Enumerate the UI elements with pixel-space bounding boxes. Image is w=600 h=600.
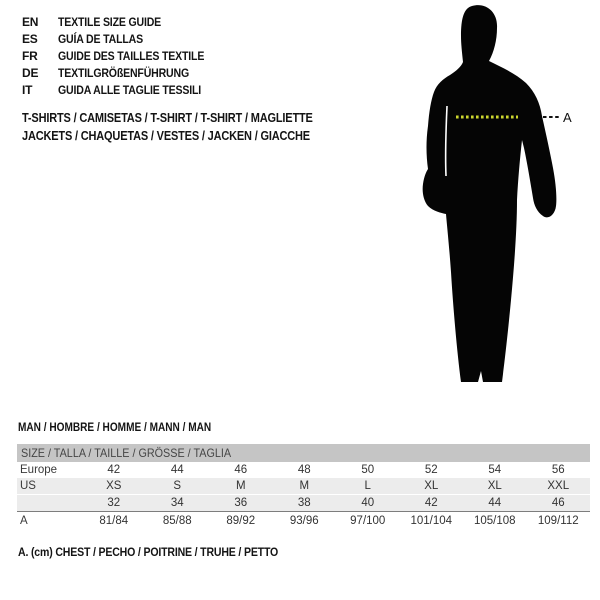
language-list bbox=[22, 13, 224, 98]
size-cell: 109/112 bbox=[527, 512, 591, 531]
size-cell: 42 bbox=[400, 495, 464, 512]
row-label: US bbox=[17, 478, 82, 495]
size-cell: M bbox=[273, 478, 337, 495]
section-title-man: MAN / HOMBRE / HOMME / MANN / MAN bbox=[18, 420, 212, 434]
table-row-numeric bbox=[17, 495, 590, 512]
row-label bbox=[17, 495, 82, 512]
size-cell: 52 bbox=[424, 464, 438, 476]
size-cell: 54 bbox=[488, 464, 502, 476]
language-row bbox=[22, 13, 224, 30]
garment-categories bbox=[22, 109, 352, 145]
size-cell: L bbox=[336, 478, 400, 495]
size-table-header: SIZE / TALLA / TAILLE / GRÖSSE / TAGLIA bbox=[17, 444, 590, 462]
language-label: GUIDA ALLE TAGLIE TESSILI bbox=[58, 82, 202, 97]
size-cell: 46 bbox=[234, 464, 248, 476]
size-cell: 42 bbox=[107, 464, 121, 476]
size-cell: 34 bbox=[146, 495, 210, 512]
size-cell: S bbox=[146, 478, 210, 495]
size-cell: 38 bbox=[273, 495, 337, 512]
size-cell: M bbox=[209, 478, 273, 495]
size-cell: 56 bbox=[551, 464, 565, 476]
size-cell: 46 bbox=[527, 495, 591, 512]
language-label: GUÍA DE TALLAS bbox=[58, 31, 143, 46]
table-row-chest-a bbox=[17, 512, 590, 531]
man-silhouette-figure bbox=[400, 0, 600, 400]
size-cell: 97/100 bbox=[336, 512, 400, 531]
measurement-footnote: A. (cm) CHEST / PECHO / POITRINE / TRUHE / PETTO bbox=[18, 545, 279, 559]
size-cell: 48 bbox=[297, 464, 311, 476]
language-code: FR bbox=[22, 48, 38, 63]
size-cell: 40 bbox=[336, 495, 400, 512]
size-cell: 101/104 bbox=[400, 512, 464, 531]
size-cell: XS bbox=[82, 478, 146, 495]
language-code: EN bbox=[22, 14, 39, 29]
category-tshirts: T-SHIRTS / CAMISETAS / T-SHIRT / T-SHIRT / MAGLIETTE bbox=[22, 111, 313, 125]
size-cell: 89/92 bbox=[209, 512, 273, 531]
row-label: Europe bbox=[20, 464, 58, 476]
language-row bbox=[22, 47, 224, 64]
size-cell: XL bbox=[400, 478, 464, 495]
language-row bbox=[22, 30, 224, 47]
measure-label-a: A bbox=[563, 110, 572, 125]
size-cell: 105/108 bbox=[463, 512, 527, 531]
row-label: A bbox=[17, 512, 82, 531]
size-table-header-row bbox=[17, 444, 590, 462]
size-cell: XXL bbox=[527, 478, 591, 495]
language-label: TEXTILGRÖßENFÜHRUNG bbox=[58, 65, 190, 80]
size-cell: 32 bbox=[82, 495, 146, 512]
size-cell: 44 bbox=[170, 464, 184, 476]
category-jackets: JACKETS / CHAQUETAS / VESTES / JACKEN / GIACCHE bbox=[22, 129, 310, 143]
size-cell: 93/96 bbox=[273, 512, 337, 531]
man-silhouette-svg bbox=[400, 0, 600, 400]
table-row-us bbox=[17, 478, 590, 495]
language-label: TEXTILE SIZE GUIDE bbox=[58, 14, 162, 29]
language-label: GUIDE DES TAILLES TEXTILE bbox=[58, 48, 205, 63]
language-code: IT bbox=[22, 82, 33, 97]
size-cell: 36 bbox=[209, 495, 273, 512]
language-code: ES bbox=[22, 31, 38, 46]
size-cell: 50 bbox=[361, 464, 375, 476]
language-row bbox=[22, 64, 224, 81]
table-row-europe bbox=[17, 462, 590, 478]
size-cell: XL bbox=[463, 478, 527, 495]
language-code: DE bbox=[22, 65, 39, 80]
size-cell: 81/84 bbox=[82, 512, 146, 531]
size-cell: 44 bbox=[463, 495, 527, 512]
size-cell: 85/88 bbox=[146, 512, 210, 531]
man-silhouette bbox=[423, 5, 557, 382]
size-table bbox=[17, 444, 590, 530]
language-row bbox=[22, 81, 224, 98]
